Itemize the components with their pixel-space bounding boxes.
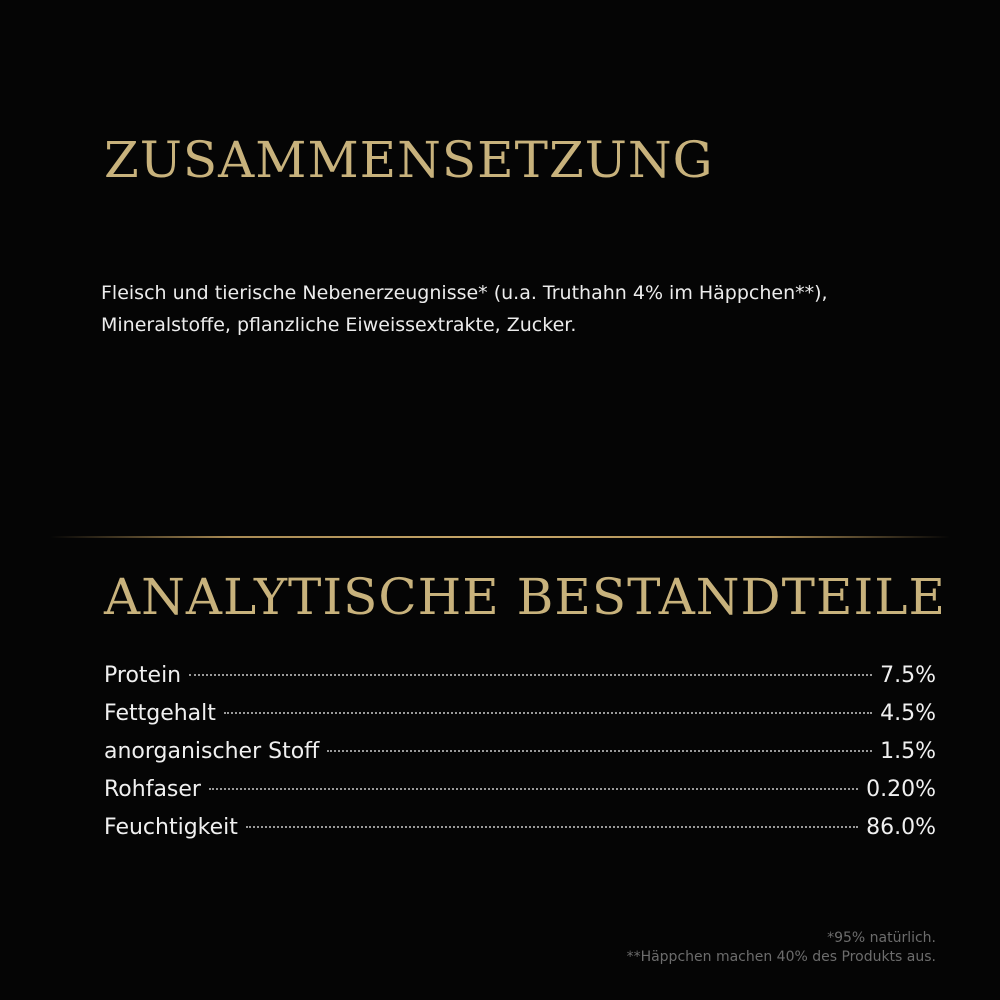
dot-leader <box>327 750 872 752</box>
analysis-row-fettgehalt <box>104 695 936 733</box>
analysis-heading: ANALYTISCHE BESTANDTEILE <box>104 568 946 626</box>
row-label: Feuchtigkeit <box>104 815 238 840</box>
analysis-row-feuchtigkeit <box>104 809 936 847</box>
footnote-2: **Häppchen machen 40% des Produkts aus. <box>626 949 936 965</box>
row-label: Fettgehalt <box>104 701 216 726</box>
composition-heading: ZUSAMMENSETZUNG <box>104 131 714 189</box>
row-value: 1.5% <box>880 739 936 764</box>
composition-line-1: Fleisch und tierische Nebenerzeugnisse* (u.a. Truthahn 4% im Häppchen**), <box>101 282 828 304</box>
row-label: Rohfaser <box>104 777 201 802</box>
analysis-row-protein <box>104 657 936 695</box>
section-divider <box>50 536 950 538</box>
composition-text <box>101 277 961 341</box>
dot-leader <box>246 826 858 828</box>
row-value: 4.5% <box>880 701 936 726</box>
row-label: Protein <box>104 663 182 688</box>
row-value: 86.0% <box>866 815 936 840</box>
analysis-row-rohfaser <box>104 771 936 809</box>
row-value: 0.20% <box>866 777 936 802</box>
footnotes <box>627 929 936 967</box>
row-label: anorganischer Stoff <box>104 739 320 764</box>
analysis-table <box>104 657 936 847</box>
dot-leader <box>189 674 872 676</box>
analysis-row-anorganischer-stoff <box>104 733 936 771</box>
dot-leader <box>209 788 858 790</box>
row-value: 7.5% <box>880 663 936 688</box>
footnote-1: *95% natürlich. <box>827 930 936 946</box>
dot-leader <box>224 712 872 714</box>
composition-line-2: Mineralstoffe, pflanzliche Eiweissextrakte, Zucker. <box>101 314 577 336</box>
